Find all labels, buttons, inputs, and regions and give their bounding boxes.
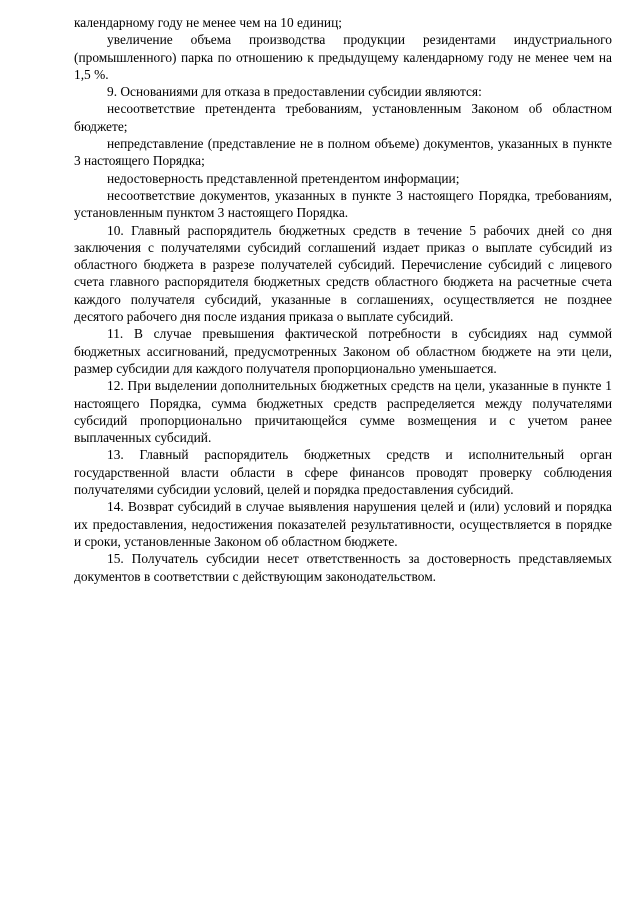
document-body [74, 14, 612, 585]
paragraph-9-refusal-grounds: 9. Основаниями для отказа в предоставлении субсидии являются: [107, 84, 482, 100]
paragraph-11-proportional-reduction: 11. В случае превышения фактической потребности в субсидиях над суммой бюджетных ассигнований, предусмотренных Законом об областном бюджете на эти цели, размер субсидии для каждого получателя пропорционально уменьшается. [74, 326, 612, 376]
paragraph-refusal-unreliability: недостоверность представленной претендентом информации; [107, 170, 460, 186]
paragraph-refusal-noncompliance: несоответствие претендента требованиям, установленным Законом об областном бюджете; [74, 101, 612, 134]
paragraph-13-compliance-check: 13. Главный распорядитель бюджетных средств и исполнительный орган государственной власти области в сфере финансов проводят проверку соблюдения получателями субсидии условий, целей и порядка предоставления субсидий. [74, 447, 612, 498]
paragraph-production-increase: увеличение объема производства продукции резидентами индустриального (промышленного) парка по отношению к предыдущему календарному году не менее чем на 1,5 %. [74, 32, 612, 82]
paragraph-15-responsibility: 15. Получатель субсидии несет ответственность за достоверность представляемых документов в соответствии с действующим законодательством. [74, 551, 612, 584]
paragraph-14-refund: 14. Возврат субсидий в случае выявления нарушения целей и (или) условий и порядка их предоставления, недостижения показателей результативности, осуществляется в порядке и сроки, установленные Законом об областном бюджете. [74, 499, 612, 549]
paragraph-12-additional-funds: 12. При выделении дополнительных бюджетных средств на цели, указанные в пункте 1 настоящего Порядка, сумма бюджетных средств распределяется между получателями субсидий пропорционально причитающейся сумме возмещения и с учетом ранее выплаченных субсидий. [74, 378, 612, 446]
paragraph-10-payment-order: 10. Главный распорядитель бюджетных средств в течение 5 рабочих дней со дня заключения с получателями субсидий соглашений издает приказ о выплате субсидий из областного бюджета в разрезе получателей субсидий. Перечисление субсидий с лицевого счета главного распорядителя бюджетных средств областного бюджета на расчетные счета каждого получателя субсидий, указанные в соглашениях, осуществляется не позднее десятого рабочего дня после издания приказа о выплате субсидий. [74, 222, 612, 325]
paragraph-continuation: календарному году не менее чем на 10 единиц; [74, 15, 342, 30]
paragraph-refusal-nonsubmission: непредставление (представление не в полном объеме) документов, указанных в пункте 3 настоящего Порядка; [74, 136, 612, 169]
paragraph-refusal-documents: несоответствие документов, указанных в пункте 3 настоящего Порядка, требованиям, установленным пунктом 3 настоящего Порядка. [74, 187, 612, 221]
